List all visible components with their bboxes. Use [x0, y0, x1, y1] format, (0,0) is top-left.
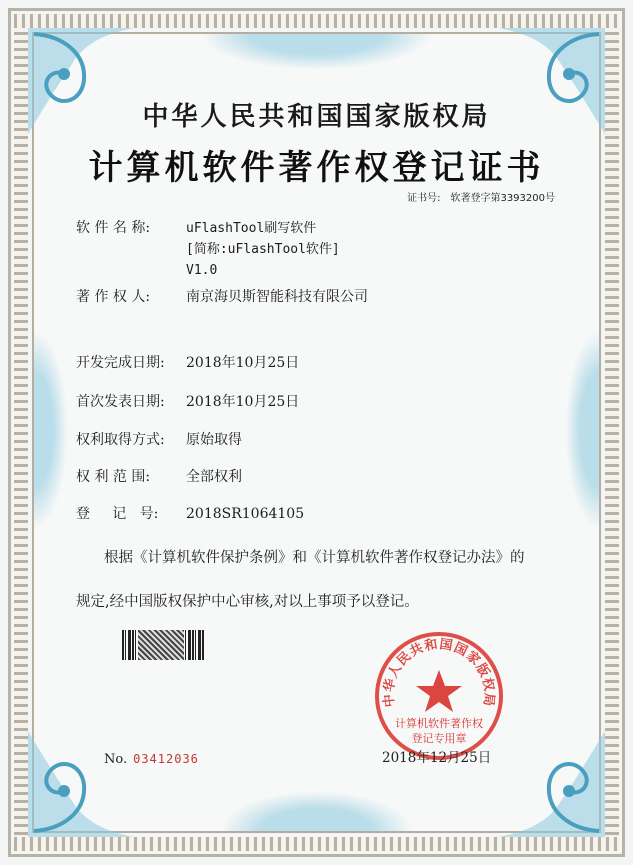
corner-ornament-icon	[489, 721, 609, 841]
barcode	[122, 630, 204, 660]
field-registration-number	[76, 504, 304, 525]
software-name: uFlashTool刷写软件	[186, 221, 317, 236]
field-acquisition-method	[76, 430, 242, 451]
certificate-number-value: 软著登字第3393200号	[450, 193, 555, 204]
field-value: 2018年10月25日	[186, 355, 300, 371]
field-label: 首次发表日期:	[76, 394, 165, 410]
issue-date: 2018年12月25日	[382, 750, 492, 766]
field-value: 原始取得	[186, 432, 242, 448]
ornament-bottom	[220, 791, 413, 831]
field-label: 权利取得方式:	[76, 432, 165, 448]
serial-label: No.	[104, 752, 128, 767]
field-label: 登 记 号:	[76, 506, 159, 522]
software-short-name: [简称:uFlashTool软件]	[186, 242, 340, 257]
official-seal	[373, 630, 505, 762]
field-software-name	[76, 218, 340, 281]
field-label: 权 利 范 围:	[76, 469, 151, 485]
field-completion-date	[76, 353, 299, 374]
field-label: 著 作 权 人:	[76, 289, 151, 305]
field-rights-scope	[76, 467, 242, 488]
certificate-number	[407, 189, 555, 204]
corner-ornament-icon	[24, 721, 144, 841]
certificate-title: 计算机软件著作权登记证书	[88, 148, 545, 188]
seal-ring-text: 中华人民共和国国家版权局	[381, 637, 497, 708]
field-copyright-owner	[76, 287, 368, 308]
seal-line-2: 登记专用章	[411, 732, 467, 745]
seal-line-1: 计算机软件著作权	[395, 717, 483, 730]
field-publication-date	[76, 392, 299, 413]
field-value: 南京海贝斯智能科技有限公司	[186, 289, 368, 305]
issuing-authority: 中华人民共和国国家版权局	[142, 102, 491, 132]
serial-number	[104, 752, 199, 767]
ornament-left	[34, 330, 68, 530]
serial-value: 03412036	[133, 752, 199, 766]
statement-line-1: 根据《计算机软件保护条例》和《计算机软件著作权登记办法》的	[104, 550, 525, 566]
field-value	[186, 218, 340, 281]
field-value: 2018SR1064105	[186, 506, 305, 522]
ornament-top	[200, 34, 433, 70]
certificate-number-label: 证书号:	[407, 193, 441, 204]
ornament-right	[565, 330, 599, 530]
statement-line-2: 规定,经中国版权保护中心审核,对以上事项予以登记。	[76, 594, 419, 610]
field-label: 软 件 名 称:	[76, 220, 151, 236]
field-value: 全部权利	[186, 469, 242, 485]
field-value: 2018年10月25日	[186, 394, 300, 410]
field-label: 开发完成日期:	[76, 355, 165, 371]
software-version: V1.0	[186, 263, 218, 278]
